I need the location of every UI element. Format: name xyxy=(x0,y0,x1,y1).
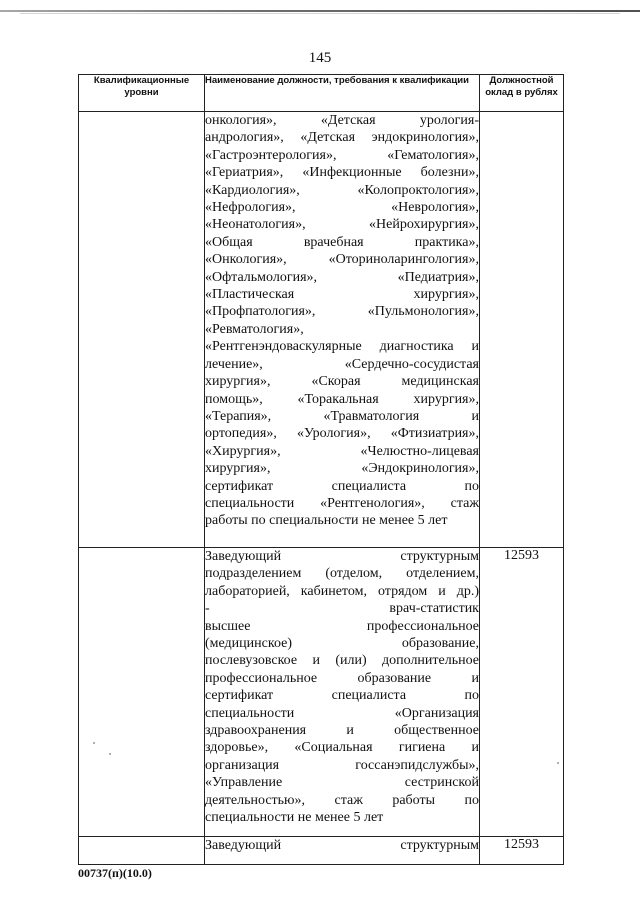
requirements-text xyxy=(205,837,479,854)
requirements-line: «Рентгенэндоваскулярные диагностика и xyxy=(205,339,479,355)
page-number: 145 xyxy=(308,50,332,66)
table-row xyxy=(79,548,564,837)
requirements-cell xyxy=(205,548,480,837)
scan-edge-line-secondary xyxy=(20,13,620,14)
scan-speck xyxy=(93,742,95,744)
salary-cell xyxy=(480,112,564,548)
requirements-line: работы по специальности не менее 5 лет xyxy=(205,513,448,529)
requirements-line: «Кардиология», «Колопроктология», xyxy=(205,182,479,198)
header-qualification-levels: Квалификационные уровни xyxy=(79,75,205,112)
requirements-line: ортопедия», «Урология», «Фтизиатрия», xyxy=(205,426,479,442)
requirements-line: «Неонатология», «Нейрохирургия», xyxy=(205,217,479,233)
header-salary: Должностной оклад в рублях xyxy=(480,75,564,112)
scan-speck xyxy=(109,753,111,755)
qualification-table xyxy=(78,74,564,865)
requirements-line: андрология», «Детская эндокринология», xyxy=(205,130,479,146)
table-row xyxy=(79,112,564,548)
requirements-line: «Нефрология», «Неврология», xyxy=(205,200,479,216)
requirements-line: «Гастроэнтерология», «Гематология», xyxy=(205,147,479,163)
table-header-row xyxy=(79,75,564,112)
level-cell xyxy=(79,112,205,548)
requirements-cell xyxy=(205,837,480,865)
salary-cell: 12593 xyxy=(480,548,564,837)
requirements-line: сертификат специалиста по xyxy=(205,478,479,494)
requirements-line: «Хирургия», «Челюстно-лицевая xyxy=(205,443,479,459)
requirements-line: «Профпатология», «Пульмонология», xyxy=(205,304,479,320)
requirements-line: «Ревматология», xyxy=(205,321,304,337)
requirements-line: сертификат специалиста по xyxy=(205,688,479,704)
requirements-line: хирургия», «Эндокринология», xyxy=(205,461,479,477)
requirements-line: организация госсанэпидслужбы», xyxy=(205,757,479,773)
requirements-line: Заведующий структурным xyxy=(205,549,479,564)
requirements-line: здравоохранения и общественное xyxy=(205,723,479,739)
table-row xyxy=(79,837,564,865)
header-position-requirements: Наименование должности, требования к квалификации xyxy=(205,75,480,112)
requirements-line: (медицинское) образование, xyxy=(205,636,479,652)
salary-cell: 12593 xyxy=(480,837,564,865)
requirements-line: лабораторией, кабинетом, отрядом и др.) xyxy=(205,583,479,599)
requirements-line: Заведующий структурным xyxy=(205,838,479,853)
requirements-line: специальности «Рентгенология», стаж xyxy=(205,495,479,511)
requirements-line: «Пластическая хирургия», xyxy=(205,287,479,303)
requirements-line: онкология», «Детская урология- xyxy=(205,113,479,128)
requirements-line: помощь», «Торакальная хирургия», xyxy=(205,391,479,407)
requirements-line: «Общая врачебная практика», xyxy=(205,234,479,250)
requirements-line: высшее профессиональное xyxy=(205,618,479,634)
requirements-cell xyxy=(205,112,480,548)
document-code: 00737(п)(10.0) xyxy=(78,866,152,880)
requirements-line: специальности «Организация xyxy=(205,705,479,721)
requirements-text xyxy=(205,112,479,530)
requirements-line: лечение», «Сердечно-сосудистая xyxy=(205,356,479,372)
requirements-line: подразделением (отделом, отделением, xyxy=(205,566,479,582)
level-cell xyxy=(79,837,205,865)
requirements-line: хирургия», «Скорая медицинская xyxy=(205,374,479,390)
requirements-line: деятельностью», стаж работы по xyxy=(205,792,479,808)
requirements-line: - врач-статистик xyxy=(205,601,479,617)
requirements-line: «Офтальмология», «Педиатрия», xyxy=(205,269,479,285)
requirements-line: «Управление сестринской xyxy=(205,775,479,791)
requirements-line: «Онкология», «Оториноларингология», xyxy=(205,252,479,268)
scan-speck xyxy=(557,762,559,764)
requirements-line: «Гериатрия», «Инфекционные болезни», xyxy=(205,165,479,181)
requirements-text xyxy=(205,548,479,827)
requirements-line: послевузовское и (или) дополнительное xyxy=(205,653,479,669)
requirements-line: профессиональное образование и xyxy=(205,670,479,686)
level-cell xyxy=(79,548,205,837)
requirements-line: здоровье», «Социальная гигиена и xyxy=(205,740,479,756)
requirements-line: специальности не менее 5 лет xyxy=(205,810,384,826)
scan-edge-line xyxy=(0,10,640,12)
requirements-line: «Терапия», «Травматология и xyxy=(205,408,479,424)
